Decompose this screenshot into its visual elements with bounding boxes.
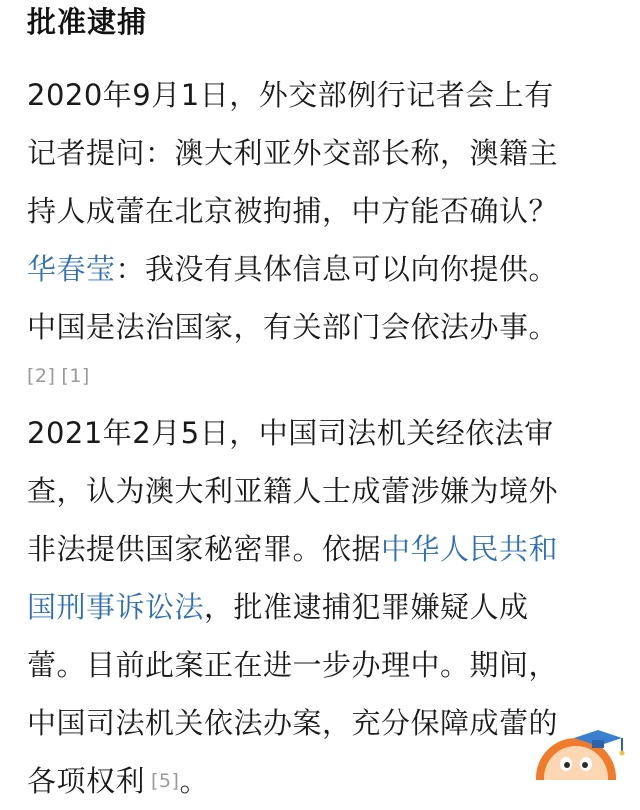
paragraph-line	[27, 752, 617, 810]
paragraph-line: 蕾。目前此案正在进一步办理中。期间，	[27, 648, 559, 682]
paragraph-text: ，批准逮捕犯罪嫌疑人成	[204, 590, 529, 624]
paragraph-line: 查，认为澳大利亚籍人士成蕾涉嫌为境外	[27, 474, 559, 508]
paragraph-text: 非法提供国家秘密罪。依据	[27, 532, 382, 566]
citation-link-1[interactable]: [1]	[61, 365, 90, 387]
link-hua-chunying[interactable]: 华春莹	[27, 252, 116, 286]
paragraph-text: ：我没有具体信息可以向你提供。	[115, 252, 559, 286]
citation-link-2[interactable]: [2]	[27, 365, 56, 387]
paragraph-text: 各项权利	[27, 764, 146, 798]
paragraph-line	[27, 578, 617, 636]
section-title: 批准逮捕	[27, 5, 148, 39]
paragraph-line: 2020年9月1日，外交部例行记者会上有	[27, 78, 554, 112]
mascot-icon[interactable]	[530, 720, 630, 780]
link-criminal-procedure-law-cont[interactable]: 国刑事诉讼法	[27, 590, 205, 624]
paragraph-line: 中国是法治国家，有关部门会依法办事。	[27, 310, 559, 344]
paragraph-line	[27, 240, 617, 298]
paragraph-text: 。	[179, 764, 209, 798]
paragraph-line: 中国司法机关依法办案，充分保障成蕾的	[27, 706, 559, 740]
link-criminal-procedure-law[interactable]: 中华人民共和	[381, 532, 559, 566]
paragraph-line: 2021年2月5日，中国司法机关经依法审	[27, 416, 554, 450]
paragraph-line	[27, 520, 617, 578]
citation-link-5[interactable]: [5]	[151, 770, 180, 792]
mascot-icon-graphic	[530, 720, 630, 780]
paragraph-2	[27, 404, 617, 810]
paragraph-1	[27, 66, 617, 414]
paragraph-line: 持人成蕾在北京被拘捕，中方能否确认？	[27, 194, 559, 228]
paragraph-line: 记者提问：澳大利亚外交部长称，澳籍主	[27, 136, 559, 170]
